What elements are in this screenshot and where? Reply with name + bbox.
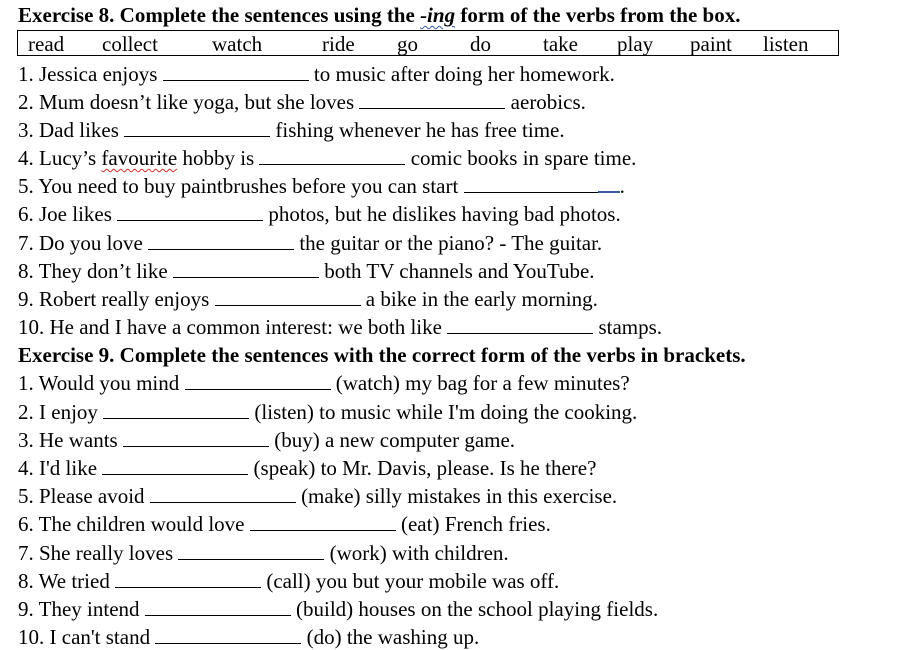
item-text: both TV channels and YouTube. xyxy=(318,259,595,283)
item-text: 7. She really loves xyxy=(18,541,179,565)
item-text: to music after doing her homework. xyxy=(308,62,615,86)
ex9-item-6 xyxy=(18,512,551,536)
answer-blank[interactable] xyxy=(150,484,296,503)
heading-text-start: Exercise 8. Complete the sentences using the xyxy=(18,3,421,27)
item-text: (build) houses on the school playing fields. xyxy=(290,597,659,621)
item-text: (work) with children. xyxy=(324,541,509,565)
ex8-item-3 xyxy=(18,118,565,142)
item-text: 7. Do you love xyxy=(18,231,149,255)
item-text: 2. I enjoy xyxy=(18,400,104,424)
item-text: 9. Robert really enjoys xyxy=(18,287,215,311)
underline-mark xyxy=(598,191,620,193)
box-word-listen: listen xyxy=(763,32,809,56)
answer-blank[interactable] xyxy=(178,541,324,560)
item-text: fishing whenever he has free time. xyxy=(270,118,565,142)
item-text: 2. Mum doesn’t like yoga, but she loves xyxy=(18,90,360,114)
item-text: 9. They intend xyxy=(18,597,145,621)
item-text: 8. We tried xyxy=(18,569,116,593)
item-text: 4. I'd like xyxy=(18,456,103,480)
item-text: (buy) a new computer game. xyxy=(268,428,516,452)
answer-blank[interactable] xyxy=(250,512,396,531)
box-word-watch: watch xyxy=(212,32,263,56)
answer-blank[interactable] xyxy=(259,146,405,165)
ex8-item-4 xyxy=(18,146,636,170)
ex9-item-10 xyxy=(18,625,479,649)
item-text: 3. Dad likes xyxy=(18,118,125,142)
item-text: (make) silly mistakes in this exercise. xyxy=(295,484,618,508)
answer-blank[interactable] xyxy=(173,259,319,278)
item-text: a bike in the early morning. xyxy=(360,287,598,311)
item-text: (speak) to Mr. Davis, please. Is he there? xyxy=(248,456,597,480)
item-text: 6. The children would love xyxy=(18,512,250,536)
ex9-item-1 xyxy=(18,371,630,395)
box-word-ride: ride xyxy=(322,32,355,56)
item-text: (listen) to music while I'm doing the cooking. xyxy=(249,400,638,424)
ex8-item-6 xyxy=(18,202,621,226)
item-text: 10. I can't stand xyxy=(18,625,156,649)
answer-blank[interactable] xyxy=(155,625,301,644)
item-text: (eat) French fries. xyxy=(395,512,551,536)
answer-blank[interactable] xyxy=(163,62,309,81)
item-text: photos, but he dislikes having bad photos. xyxy=(263,202,621,226)
ex9-item-3 xyxy=(18,428,515,452)
ex8-item-5 xyxy=(18,174,625,198)
exercise-8-heading xyxy=(18,3,740,27)
item-text: 4. Lucy’s xyxy=(18,146,102,170)
answer-blank[interactable] xyxy=(145,597,291,616)
exercise-9-heading: Exercise 9. Complete the sentences with the correct form of the verbs in brackets. xyxy=(18,343,746,367)
heading-ing-term: -ing xyxy=(420,3,456,27)
ex8-item-7 xyxy=(18,231,602,255)
item-text: 10. He and I have a common interest: we both like xyxy=(18,315,448,339)
item-text: 5. You need to buy paintbrushes before you can start xyxy=(18,174,464,198)
box-word-go: go xyxy=(397,32,418,56)
answer-blank[interactable] xyxy=(215,287,361,306)
item-text: 1. Would you mind xyxy=(18,371,185,395)
box-word-collect: collect xyxy=(102,32,158,56)
spellcheck-word: favourite xyxy=(101,146,178,170)
item-text: the guitar or the piano? - The guitar. xyxy=(294,231,603,255)
box-word-paint: paint xyxy=(690,32,732,56)
item-text: (watch) my bag for a few minutes? xyxy=(330,371,630,395)
answer-blank[interactable] xyxy=(115,569,261,588)
ex9-item-7 xyxy=(18,541,509,565)
box-word-take: take xyxy=(543,32,578,56)
ex9-item-5 xyxy=(18,484,617,508)
answer-blank[interactable] xyxy=(359,90,505,109)
item-text: 3. He wants xyxy=(18,428,123,452)
item-text: comic books in spare time. xyxy=(405,146,637,170)
box-word-read: read xyxy=(28,32,65,56)
item-text: 5. Please avoid xyxy=(18,484,150,508)
answer-blank[interactable] xyxy=(103,400,249,419)
answer-blank[interactable] xyxy=(185,371,331,390)
answer-blank[interactable] xyxy=(464,174,620,193)
ex9-item-8 xyxy=(18,569,559,593)
item-text: stamps. xyxy=(593,315,663,339)
answer-blank[interactable] xyxy=(102,456,248,475)
ex9-item-9 xyxy=(18,597,658,621)
ex8-item-1 xyxy=(18,62,615,86)
ex8-item-10 xyxy=(18,315,662,339)
ex8-item-2 xyxy=(18,90,586,114)
item-text: 1. Jessica enjoys xyxy=(18,62,163,86)
item-text: 8. They don’t like xyxy=(18,259,173,283)
item-text: (call) you but your mobile was off. xyxy=(261,569,560,593)
ex8-item-9 xyxy=(18,287,598,311)
item-text: . xyxy=(619,174,625,198)
box-word-do: do xyxy=(470,32,491,56)
item-text: (do) the washing up. xyxy=(301,625,480,649)
ex9-item-4 xyxy=(18,456,596,480)
answer-blank[interactable] xyxy=(117,202,263,221)
answer-blank[interactable] xyxy=(124,118,270,137)
heading-text-end: form of the verbs from the box. xyxy=(455,3,741,27)
verb-box xyxy=(17,30,839,56)
item-text: hobby is xyxy=(177,146,260,170)
answer-blank[interactable] xyxy=(148,231,294,250)
item-text: 6. Joe likes xyxy=(18,202,118,226)
answer-blank[interactable] xyxy=(447,315,593,334)
item-text: aerobics. xyxy=(505,90,586,114)
answer-blank[interactable] xyxy=(123,428,269,447)
box-word-play: play xyxy=(617,32,654,56)
ex8-item-8 xyxy=(18,259,595,283)
ex9-item-2 xyxy=(18,400,637,424)
